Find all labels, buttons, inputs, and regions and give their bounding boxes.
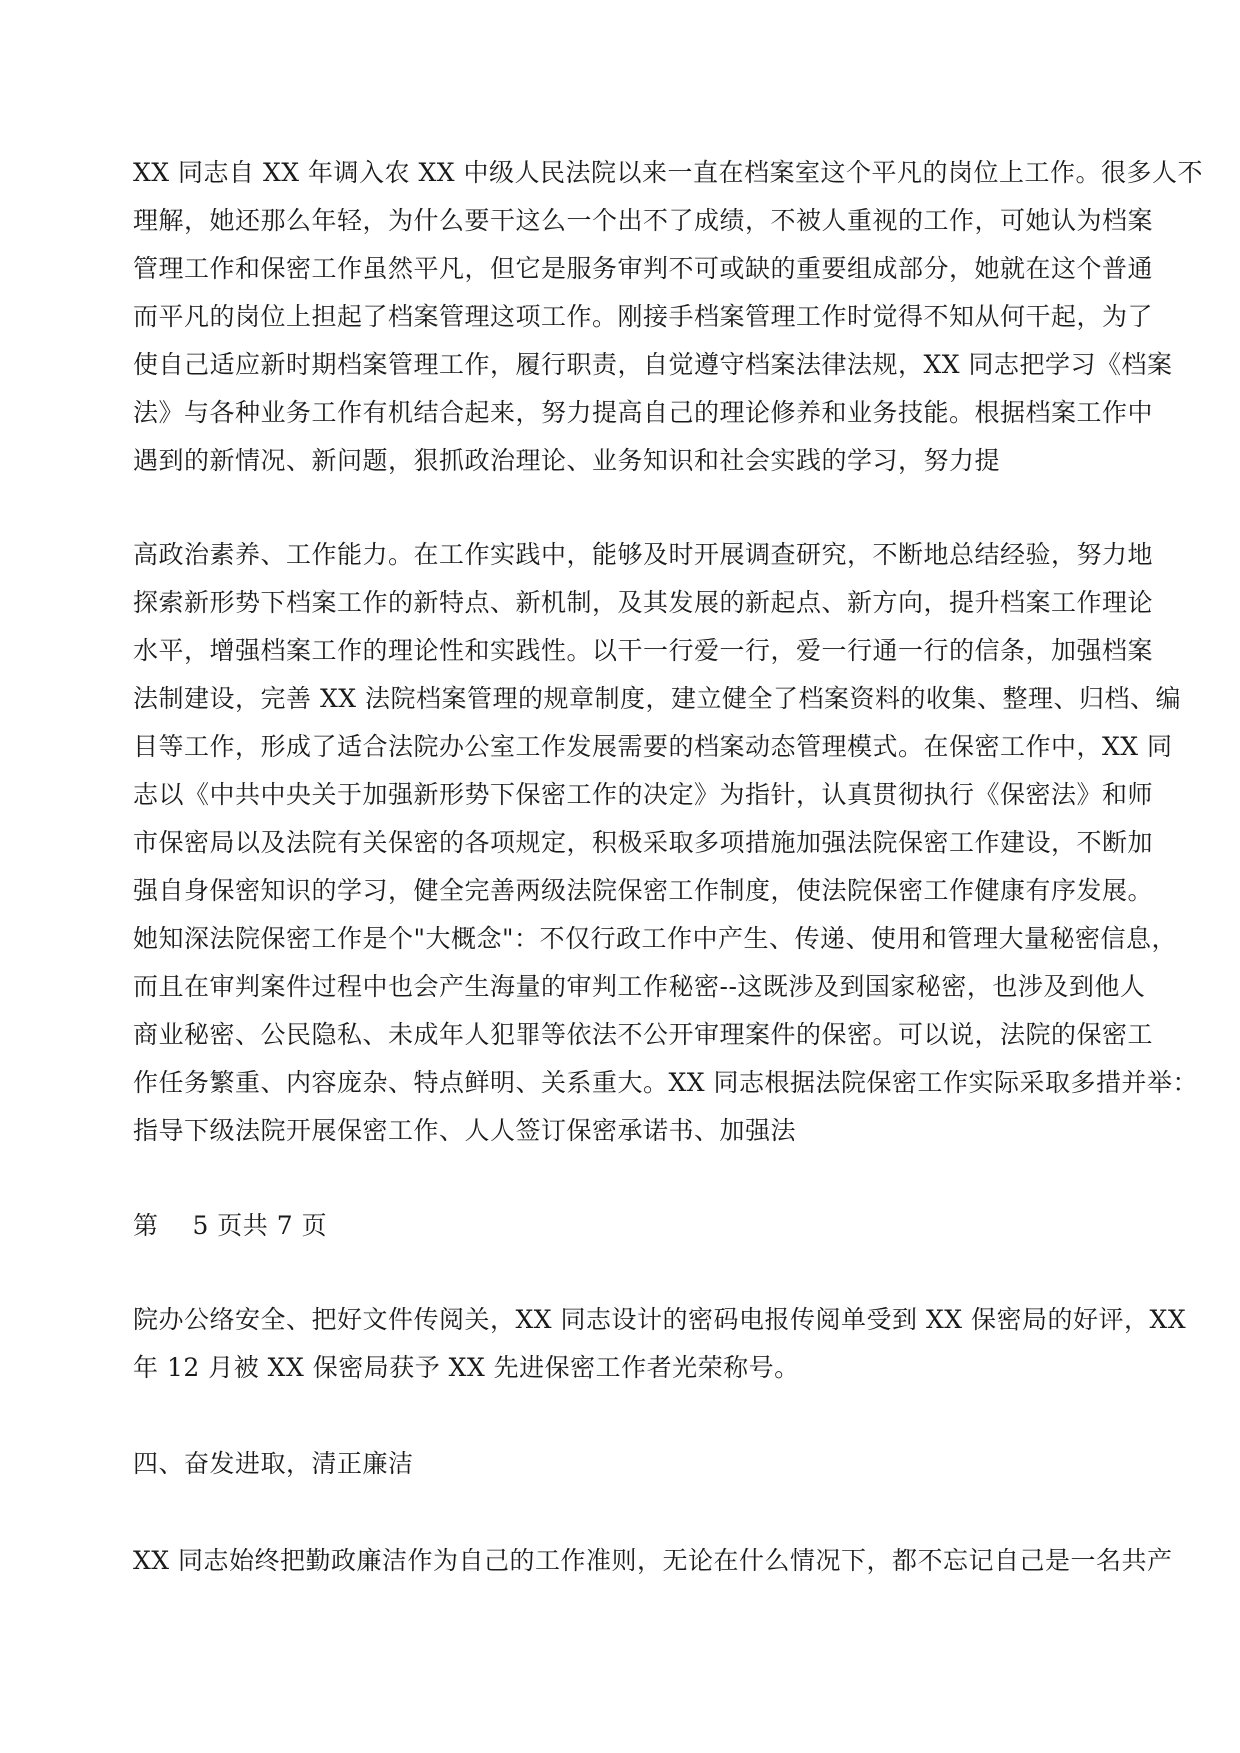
text-line: 法》与各种业务工作有机结合起来，努力提高自己的理论修养和业务技能。根据档案工作中 <box>133 398 1154 427</box>
text-line: XX 同志自 XX 年调入农 XX 中级人民法院以来一直在档案室这个平凡的岗位上工作。很多人不 <box>133 158 1204 187</box>
text-line: 管理工作和保密工作虽然平凡，但它是服务审判不可或缺的重要组成部分，她就在这个普通 <box>133 254 1154 283</box>
text-line: 年 12 月被 XX 保密局获予 XX 先进保密工作者光荣称号。 <box>133 1353 800 1382</box>
text-line: 她知深法院保密工作是个"大概念"：不仅行政工作中产生、传递、使用和管理大量秘密信息， <box>133 924 1178 953</box>
text-line: 强自身保密知识的学习，健全完善两级法院保密工作制度，使法院保密工作健康有序发展。 <box>133 876 1154 905</box>
text-line: 目等工作，形成了适合法院办公室工作发展需要的档案动态管理模式。在保密工作中，XX 同 <box>133 732 1173 761</box>
text-line: 商业秘密、公民隐私、未成年人犯罪等依法不公开审理案件的保密。可以说，法院的保密工 <box>133 1020 1154 1049</box>
text-line: 而平凡的岗位上担起了档案管理这项工作。刚接手档案管理工作时觉得不知从何干起，为了 <box>133 302 1154 331</box>
text-line: 院办公络安全、把好文件传阅关，XX 同志设计的密码电报传阅单受到 XX 保密局的好评，XX <box>133 1305 1187 1334</box>
text-line: 探索新形势下档案工作的新特点、新机制，及其发展的新起点、新方向，提升档案工作理论 <box>133 588 1154 617</box>
text-line: 作任务繁重、内容庞杂、特点鲜明、关系重大。XX 同志根据法院保密工作实际采取多措并举： <box>133 1068 1199 1097</box>
text-line: 高政治素养、工作能力。在工作实践中，能够及时开展调查研究，不断地总结经验，努力地 <box>133 540 1154 569</box>
page-number: 第 5 页共 7 页 <box>133 1211 328 1240</box>
text-line: 志以《中共中央关于加强新形势下保密工作的决定》为指针，认真贯彻执行《保密法》和师 <box>133 780 1154 809</box>
text-line: XX 同志始终把勤政廉洁作为自己的工作准则，无论在什么情况下，都不忘记自己是一名共产 <box>133 1546 1173 1575</box>
section-heading: 四、奋发进取，清正廉洁 <box>133 1449 414 1478</box>
text-line: 指导下级法院开展保密工作、人人签订保密承诺书、加强法 <box>133 1116 797 1145</box>
text-line: 水平，增强档案工作的理论性和实践性。以干一行爱一行，爱一行通一行的信条，加强档案 <box>133 636 1154 665</box>
text-line: 遇到的新情况、新问题，狠抓政治理论、业务知识和社会实践的学习，努力提 <box>133 446 1001 475</box>
text-line: 而且在审判案件过程中也会产生海量的审判工作秘密--这既涉及到国家秘密，也涉及到他人 <box>133 972 1146 1001</box>
text-line: 理解，她还那么年轻，为什么要干这么一个出不了成绩，不被人重视的工作，可她认为档案 <box>133 206 1154 235</box>
text-line: 使自己适应新时期档案管理工作，履行职责，自觉遵守档案法律法规，XX 同志把学习《档案 <box>133 350 1173 379</box>
text-line: 市保密局以及法院有关保密的各项规定，积极采取多项措施加强法院保密工作建设，不断加 <box>133 828 1154 857</box>
text-line: 法制建设，完善 XX 法院档案管理的规章制度，建立健全了档案资料的收集、整理、归档、编 <box>133 684 1181 713</box>
